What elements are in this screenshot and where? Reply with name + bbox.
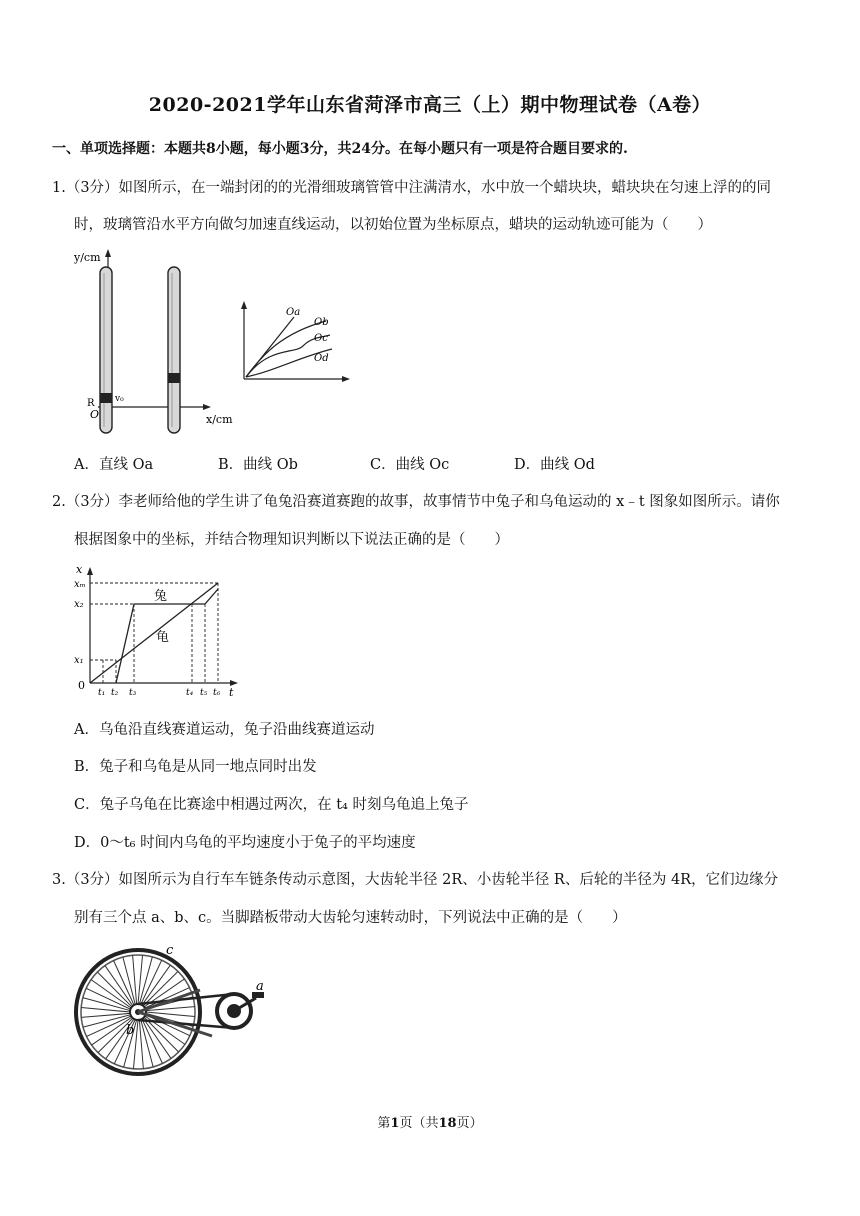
q1-figure <box>60 245 380 440</box>
q3-label-b: b <box>126 1023 135 1038</box>
q1-wax-block <box>100 393 112 403</box>
q1-option-b[interactable]: B．曲线 Ob <box>218 457 298 473</box>
q3-stem-line1: 3.（3分）如图所示为自行车车链条传动示意图，大齿轮半径 2R、小齿轮半径 R、后轮的半径为 4R，它们边缘分 <box>52 872 779 888</box>
q2-tick-t2: t₂ <box>111 688 119 698</box>
footer-page-number: 1 <box>390 1116 400 1131</box>
q3-bicycle-figure <box>72 940 292 1090</box>
q2-stem-line2: 根据图象中的坐标，并结合物理知识判断以下说法正确的是（ ） <box>74 532 509 548</box>
q3-label-a: a <box>256 979 264 994</box>
q1-label-R: R <box>87 398 95 409</box>
q1-option-c[interactable]: C．曲线 Oc <box>370 457 450 473</box>
q2-option-d[interactable]: D．0～t₆ 时间内乌龟的平均速度小于兔子的平均速度 <box>74 835 416 851</box>
q1-label-oc: Oc <box>314 333 328 344</box>
q2-tick-t5: t₅ <box>200 688 208 698</box>
q2-tick-t6: t₆ <box>213 688 221 698</box>
q2-turtle-label: 龟 <box>156 630 170 645</box>
q3-stem-line2: 别有三个点 a、b、c。当脚踏板带动大齿轮匀速转动时，下列说法中正确的是（ ） <box>74 910 627 926</box>
q1-y-label: y/cm <box>74 251 101 264</box>
q2-tick-xm: xₘ <box>74 579 86 590</box>
q1-label-ob: Ob <box>314 317 329 328</box>
page-footer <box>0 1112 860 1131</box>
footer-total-pages: 18 <box>438 1116 457 1131</box>
q2-option-c[interactable]: C．兔子乌龟在比赛途中相遇过两次，在 t₄ 时刻乌龟追上兔子 <box>74 797 469 813</box>
footer-prefix: 第 <box>377 1116 391 1131</box>
q2-stem-line1: 2.（3分）李老师给他的学生讲了龟兔沿赛道赛跑的故事，故事情节中兔子和乌龟运动的 x﹣t 图象如图所示。请你 <box>52 494 780 510</box>
q1-option-d[interactable]: D．曲线 Od <box>514 457 595 473</box>
q1-wax-block-moved <box>168 373 180 383</box>
q2-rabbit-label: 兔 <box>154 589 168 604</box>
q2-y-label: x <box>76 563 83 576</box>
footer-mid: 页（共 <box>399 1116 439 1131</box>
q2-option-a[interactable]: A．乌龟沿直线赛道运动，兔子沿曲线赛道运动 <box>74 722 375 738</box>
q2-option-b[interactable]: B．兔子和乌龟是从同一地点同时出发 <box>74 759 317 775</box>
exam-title: 2020-2021学年山东省菏泽市高三（上）期中物理试卷（A卷） <box>148 94 712 116</box>
q2-x-label: t <box>229 686 234 698</box>
q1-x-label: x/cm <box>206 413 233 426</box>
q1-label-v0: v₀ <box>115 394 124 404</box>
q1-label-oa: Oa <box>286 307 301 318</box>
q1-curve-ob <box>246 321 326 377</box>
q2-origin: 0 <box>78 679 85 692</box>
q1-tube-left <box>100 267 112 433</box>
q2-tick-t4: t₄ <box>186 688 194 698</box>
q2-tick-x1: x₁ <box>74 655 84 666</box>
q1-y-arrow-icon <box>105 249 111 257</box>
footer-suffix: 页） <box>456 1116 483 1131</box>
q2-tick-t3: t₃ <box>129 688 137 698</box>
q1-label-od: Od <box>314 353 329 364</box>
q2-tick-x2: x₂ <box>74 599 84 610</box>
q1-option-a[interactable]: A．直线 Oa <box>74 457 154 473</box>
q1-tube-right <box>168 267 180 433</box>
section-heading: 一、单项选择题：本题共8小题，每小题3分，共24分。在每小题只有一项是符合题目要求的. <box>52 141 628 157</box>
q1-stem-line2: 时，玻璃管沿水平方向做匀加速直线运动，以初始位置为坐标原点，蜡块的运动轨迹可能为（ ） <box>74 217 712 233</box>
q2-tick-t1: t₁ <box>98 688 106 698</box>
q1-stem-line1: 1.（3分）如图所示，在一端封闭的的光滑细玻璃管管中注满清水，水中放一个蜡块块，蜡块块在匀速上浮的的同 <box>52 180 772 196</box>
q3-label-c: c <box>166 943 174 958</box>
q1-x-arrow-icon <box>203 404 211 410</box>
q1-label-O: O <box>90 408 100 421</box>
q2-xt-graph <box>72 563 242 698</box>
